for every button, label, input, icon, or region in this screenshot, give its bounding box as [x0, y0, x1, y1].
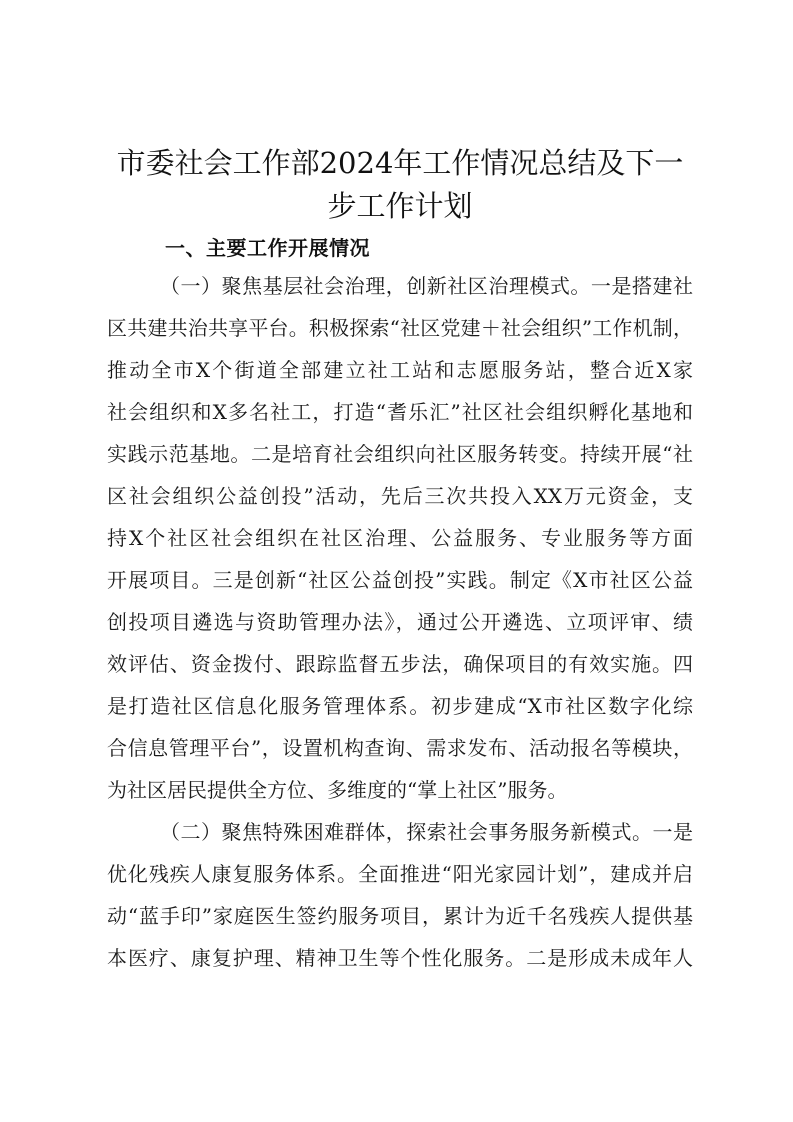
paragraph-line: 为社区居民提供全方位、多维度的“掌上社区”服务。	[107, 778, 568, 802]
paragraph-line: 优化残疾人康复服务体系。全面推进“阳光家园计划”，建成并启	[107, 862, 693, 886]
paragraph-line: （一）聚焦基层社会治理，创新社区治理模式。一是搭建社	[160, 274, 693, 298]
paragraph-line: 推动全市X个街道全部建立社工站和志愿服务站，整合近X家	[107, 358, 693, 382]
document-title-line-1: 市委社会工作部2024年工作情况总结及下一	[116, 146, 684, 180]
paragraph-line: 区社会组织公益创投”活动，先后三次共投入XX万元资金，支	[107, 484, 693, 508]
paragraph-line: 合信息管理平台”，设置机构查询、需求发布、活动报名等模块，	[107, 736, 693, 760]
paragraph-line: 创投项目遴选与资助管理办法》，通过公开遴选、立项评审、绩	[107, 610, 693, 634]
paragraph-line: 区共建共治共享平台。积极探索“社区党建＋社会组织”工作机制，	[107, 316, 693, 340]
paragraph-line: 效评估、资金拨付、跟踪监督五步法，确保项目的有效实施。四	[107, 652, 693, 676]
paragraph-line: 是打造社区信息化服务管理体系。初步建成“X市社区数字化综	[107, 694, 693, 718]
paragraph-line: 动“蓝手印”家庭医生签约服务项目，累计为近千名残疾人提供基	[107, 904, 693, 928]
document-title-line-2: 步工作计划	[327, 189, 473, 223]
section-heading: 一、主要工作开展情况	[165, 236, 370, 260]
paragraph-line: 社会组织和X多名社工，打造“耆乐汇”社区社会组织孵化基地和	[107, 400, 693, 424]
paragraph-line: 开展项目。三是创新“社区公益创投”实践。制定《X市社区公益	[107, 568, 693, 592]
paragraph-line: 本医疗、康复护理、精神卫生等个性化服务。二是形成未成年人	[107, 946, 693, 970]
paragraph-line: 实践示范基地。二是培育社会组织向社区服务转变。持续开展“社	[107, 442, 693, 466]
paragraph-line: 持X个社区社会组织在社区治理、公益服务、专业服务等方面	[107, 526, 693, 550]
paragraph-line: （二）聚焦特殊困难群体，探索社会事务服务新模式。一是	[160, 820, 693, 844]
